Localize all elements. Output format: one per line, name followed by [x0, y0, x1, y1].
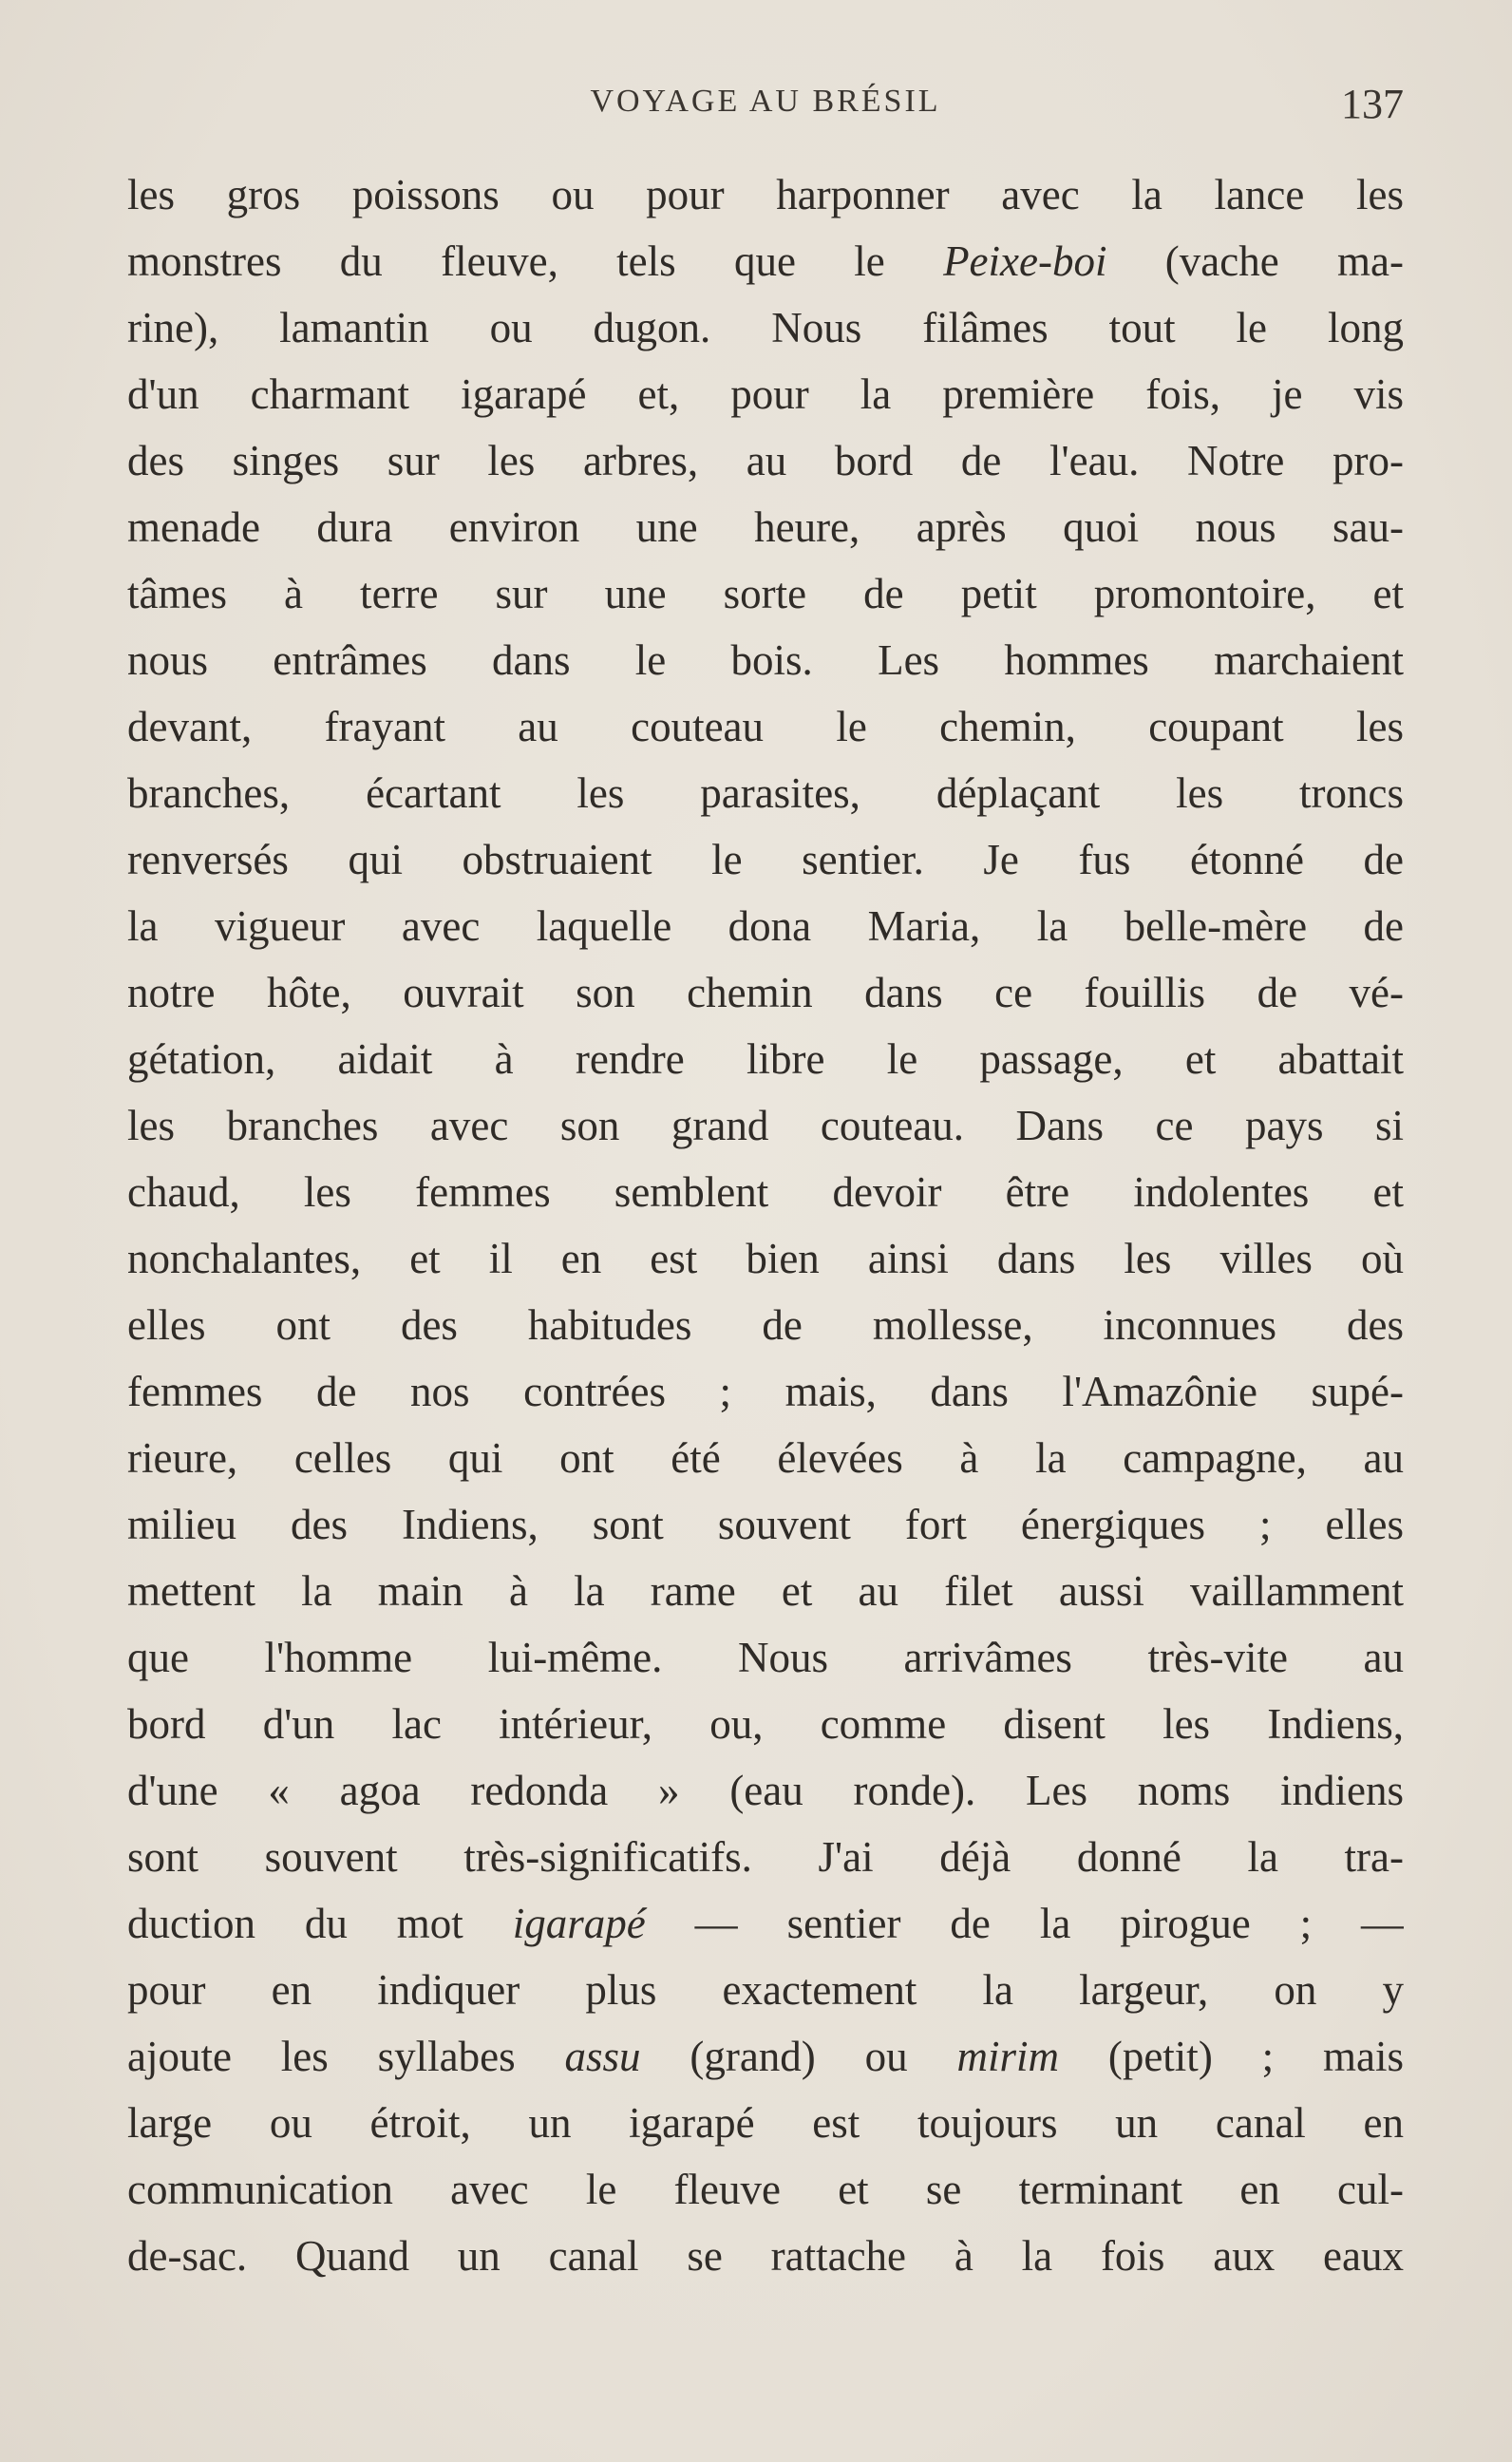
text-line: monstres du fleuve, tels que le Peixe-boi (vache ma- [127, 237, 1404, 285]
italic-term: mirim [956, 2033, 1059, 2080]
text-line: communication avec le fleuve et se terminant en cul- [127, 2166, 1404, 2213]
text-line: devant, frayant au couteau le chemin, coupant les [127, 703, 1404, 750]
text-line: renversés qui obstruaient le sentier. Je fus étonné de [127, 836, 1404, 883]
text-line: d'un charmant igarapé et, pour la première fois, je vis [127, 370, 1404, 418]
italic-term: igarapé [512, 1900, 646, 1947]
text-line: les branches avec son grand couteau. Dans ce pays si [127, 1102, 1404, 1149]
text-line: gétation, aidait à rendre libre le passage, et abattait [127, 1035, 1404, 1083]
text-line: les gros poissons ou pour harponner avec la lance les [127, 171, 1404, 218]
text-line: mettent la main à la rame et au filet aussi vaillamment [127, 1567, 1404, 1615]
text-line: bord d'un lac intérieur, ou, comme disent les Indiens, [127, 1700, 1404, 1748]
text-line: rieure, celles qui ont été élevées à la campagne, au [127, 1434, 1404, 1482]
text-line: d'une « agoa redonda » (eau ronde). Les noms indiens [127, 1767, 1404, 1814]
text-line: la vigueur avec laquelle dona Maria, la belle-mère de [127, 902, 1404, 950]
text-line: large ou étroit, un igarapé est toujours un canal en [127, 2099, 1404, 2147]
text-line: nous entrâmes dans le bois. Les hommes marchaient [127, 636, 1404, 684]
text-line: notre hôte, ouvrait son chemin dans ce fouillis de vé- [127, 969, 1404, 1016]
text-line: menade dura environ une heure, après quoi nous sau- [127, 503, 1404, 551]
text-line: femmes de nos contrées ; mais, dans l'Amazônie supé- [127, 1368, 1404, 1415]
text-line: pour en indiquer plus exactement la largeur, on y [127, 1966, 1404, 2014]
text-line: des singes sur les arbres, au bord de l'eau. Notre pro- [127, 437, 1404, 484]
text-line: branches, écartant les parasites, déplaçant les troncs [127, 769, 1404, 817]
text-line: tâmes à terre sur une sorte de petit promontoire, et [127, 570, 1404, 617]
text-line: que l'homme lui-même. Nous arrivâmes très-vite au [127, 1634, 1404, 1681]
text-line: milieu des Indiens, sont souvent fort énergiques ; elles [127, 1501, 1404, 1548]
running-head [127, 81, 1404, 131]
italic-term: Peixe-boi [943, 237, 1107, 285]
text-line: rine), lamantin ou dugon. Nous filâmes tout le long [127, 304, 1404, 351]
italic-term: assu [564, 2033, 641, 2080]
body-text [127, 161, 1404, 2289]
text-line: nonchalantes, et il en est bien ainsi dans les villes où [127, 1235, 1404, 1282]
text-line: de-sac. Quand un canal se rattache à la fois aux eaux [127, 2232, 1404, 2280]
running-title: VOYAGE AU BRÉSIL [590, 84, 941, 119]
text-line: chaud, les femmes semblent devoir être indolentes et [127, 1168, 1404, 1216]
text-line: ajoute les syllabes assu (grand) ou mirim (petit) ; mais [127, 2033, 1404, 2080]
page-number: 137 [1341, 81, 1404, 127]
text-line: duction du mot igarapé — sentier de la pirogue ; — [127, 1900, 1404, 1947]
text-line: elles ont des habitudes de mollesse, inconnues des [127, 1301, 1404, 1349]
text-line: sont souvent très-significatifs. J'ai déjà donné la tra- [127, 1833, 1404, 1881]
